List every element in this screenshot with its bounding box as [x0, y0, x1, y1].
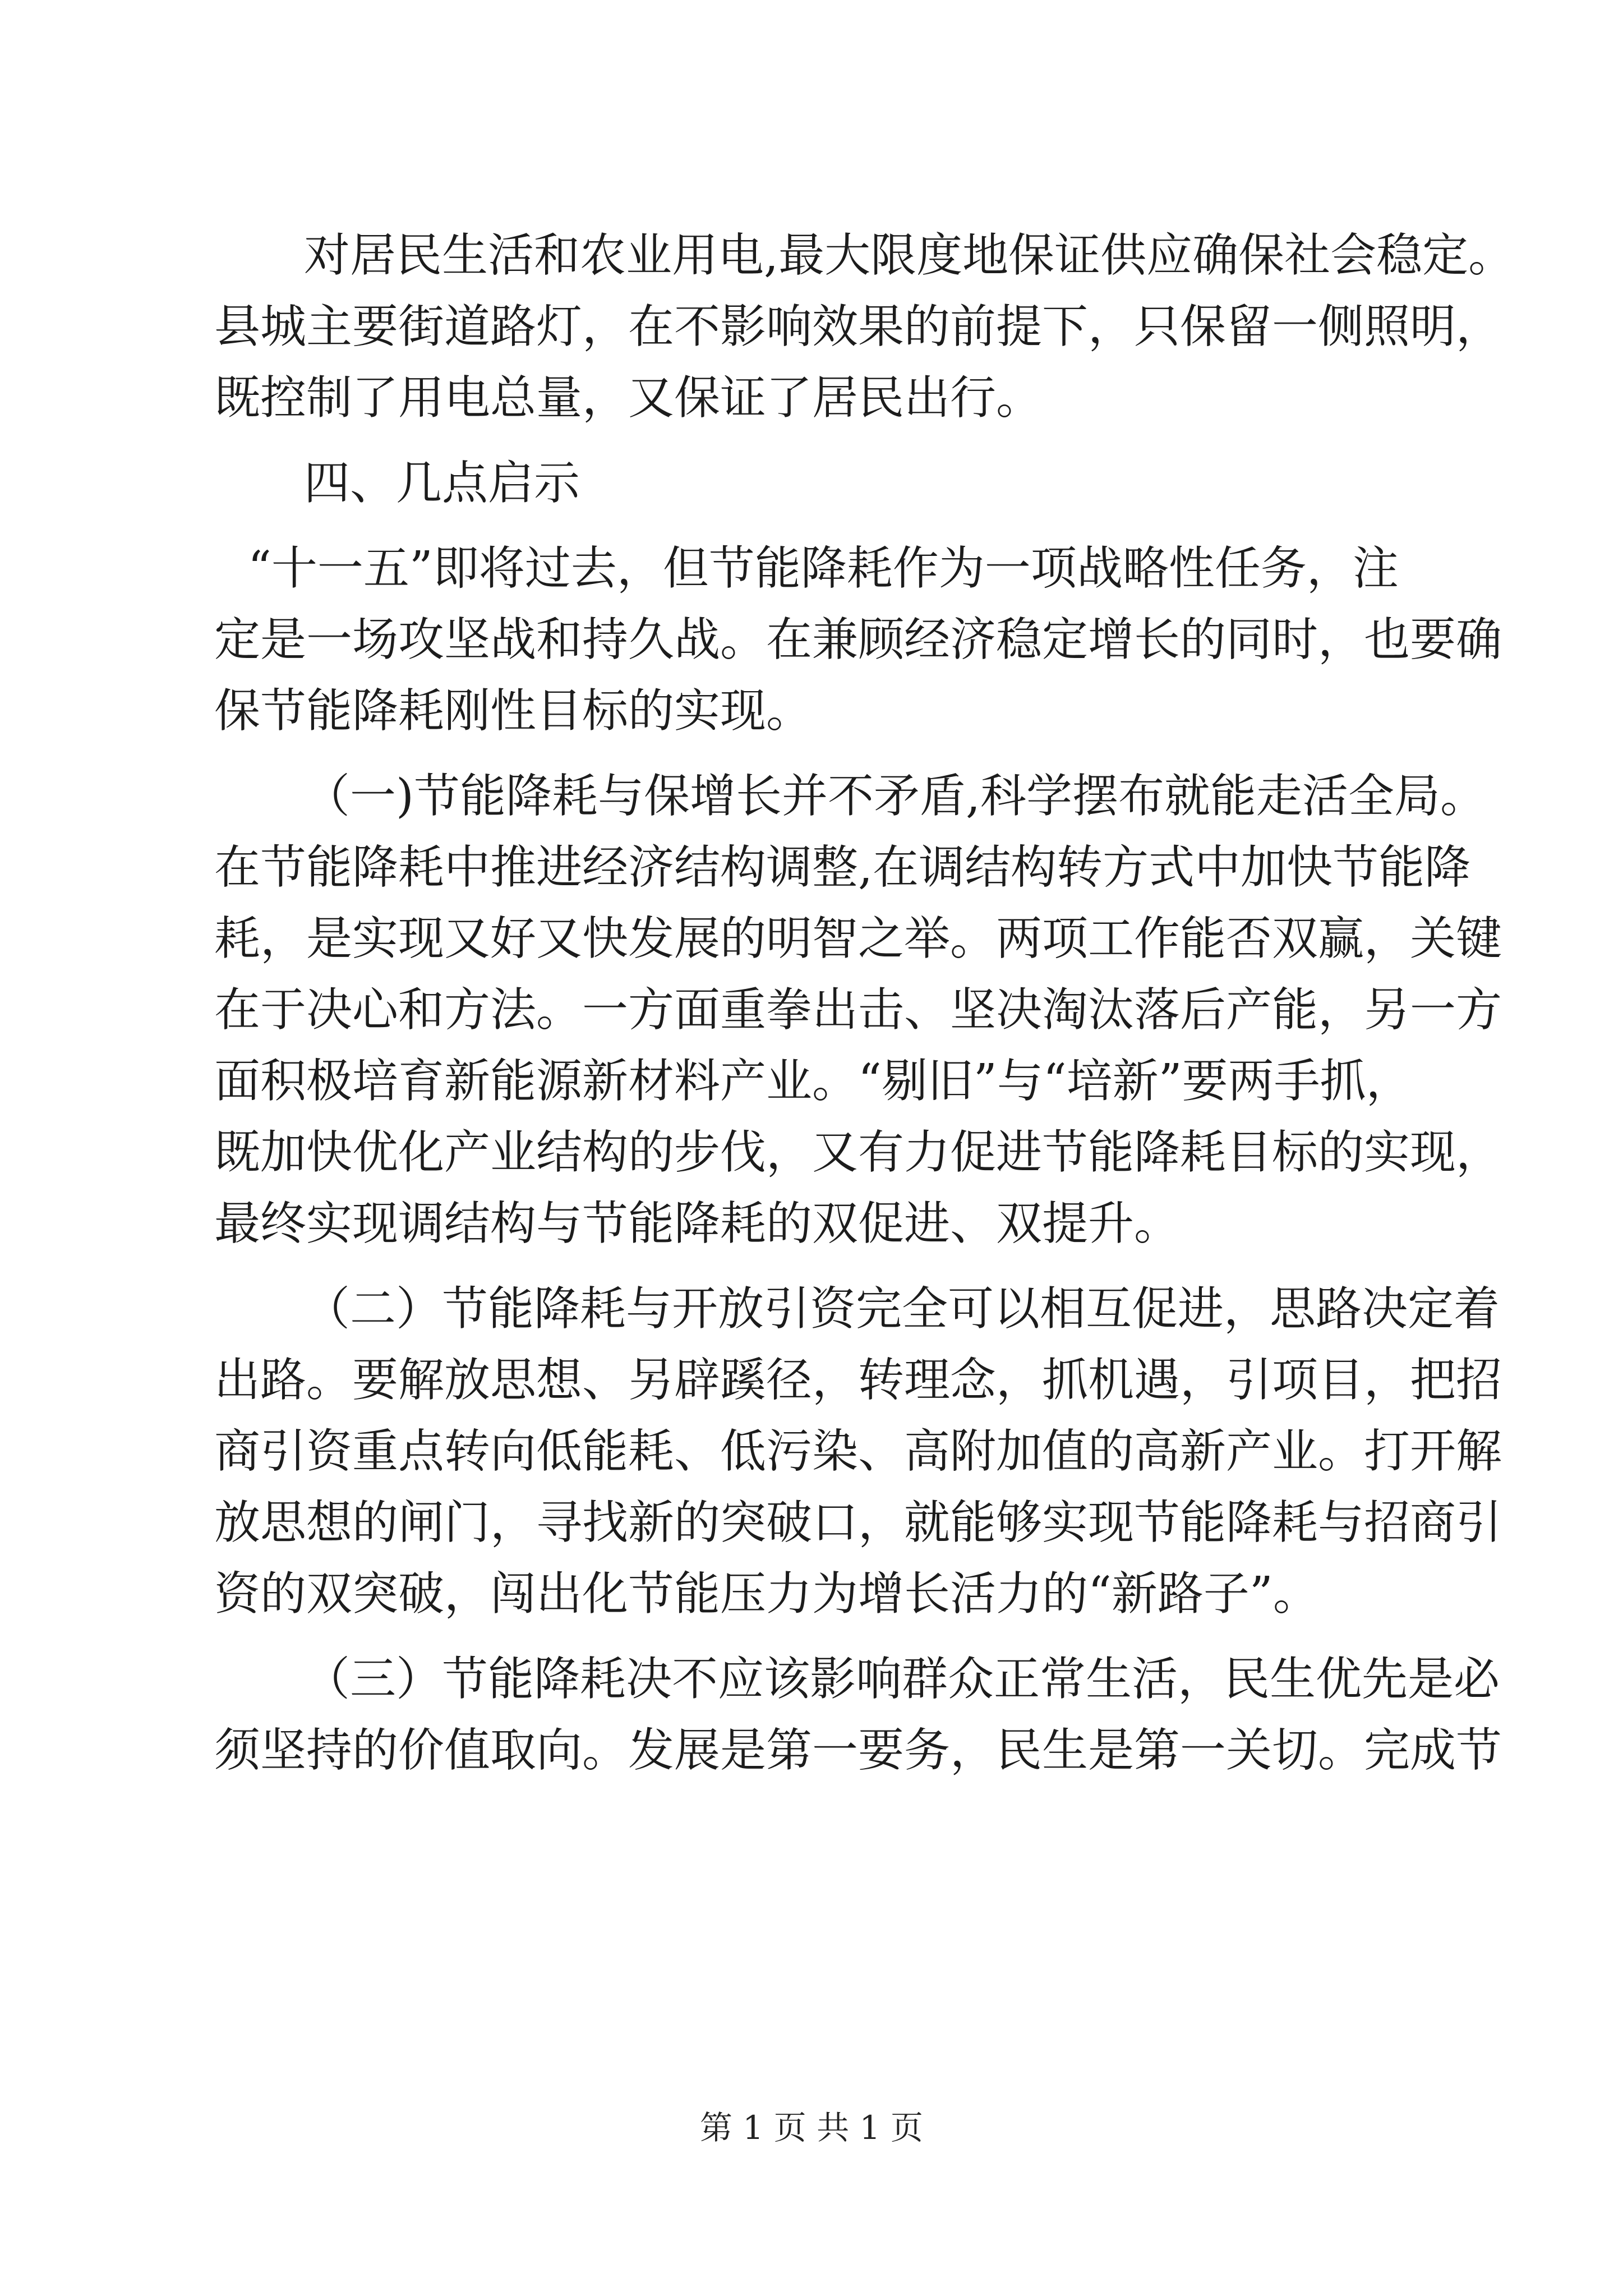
text-line: 须坚持的价值取向。发展是第一要务，民生是第一关切。完成节 — [214, 1724, 1502, 1777]
text-line: 放思想的闸门，寻找新的突破口，就能够实现节能降耗与招商引 — [214, 1496, 1502, 1549]
text-line: 资的双突破，闯出化节能压力为增长活力的“新路子”。 — [214, 1567, 1319, 1621]
text-line: 既控制了用电总量，又保证了居民出行。 — [214, 371, 1043, 425]
text-line: 定是一场攻坚战和持久战。在兼顾经济稳定增长的同时，也要确 — [214, 613, 1502, 666]
text-line: 保节能降耗刚性目标的实现。 — [214, 684, 813, 738]
text-line: 对居民生活和农业用电,最大限度地保证供应确保社会稳定。 — [304, 229, 1515, 282]
page-footer — [0, 2108, 1623, 2147]
text-line: 出路。要解放思想、另辟蹊径，转理念，抓机遇，引项目，把招 — [214, 1354, 1502, 1407]
paragraph-1 — [214, 220, 1515, 434]
text-line: （三）节能降耗决不应该影响群众正常生活，民生优先是必 — [304, 1653, 1500, 1706]
text-line: “十一五”即将过去，但节能降耗作为一项战略性任务，注 — [248, 542, 1399, 595]
text-line: 最终实现调结构与节能降耗的双促进、双提升。 — [214, 1197, 1181, 1250]
text-line: （一)节能降耗与保增长并不矛盾,科学摆布就能走活全局。 — [304, 770, 1487, 823]
document-body — [214, 220, 1515, 1800]
text-line: 耗，是实现又好又快发展的明智之举。两项工作能否双赢，关键 — [214, 912, 1502, 965]
paragraph-2 — [214, 533, 1502, 747]
text-line: 面积极培育新能源新材料产业。“剔旧”与“培新”要两手抓， — [214, 1055, 1412, 1108]
paragraph-4 — [214, 1273, 1502, 1630]
text-line: 既加快优化产业结构的步伐，又有力促进节能降耗目标的实现， — [214, 1126, 1502, 1179]
text-line: 在节能降耗中推进经济结构调整,在调结构转方式中加快节能降 — [214, 841, 1471, 894]
paragraph-3 — [214, 761, 1502, 1259]
text-line: （二）节能降耗与开放引资完全可以相互促进，思路决定着 — [304, 1282, 1500, 1336]
paragraph-5 — [214, 1644, 1502, 1786]
page-number-label: 第 1 页 共 1 页 — [700, 2109, 923, 2147]
text-line: 县城主要街道路灯，在不影响效果的前提下，只保留一侧照明， — [214, 300, 1502, 353]
section-heading — [214, 448, 1437, 519]
text-line: 商引资重点转向低能耗、低污染、高附加值的高新产业。打开解 — [214, 1425, 1502, 1478]
text-line: 四、几点启示 — [304, 457, 580, 510]
text-line: 在于决心和方法。一方面重拳出击、坚决淘汰落后产能，另一方 — [214, 983, 1502, 1037]
